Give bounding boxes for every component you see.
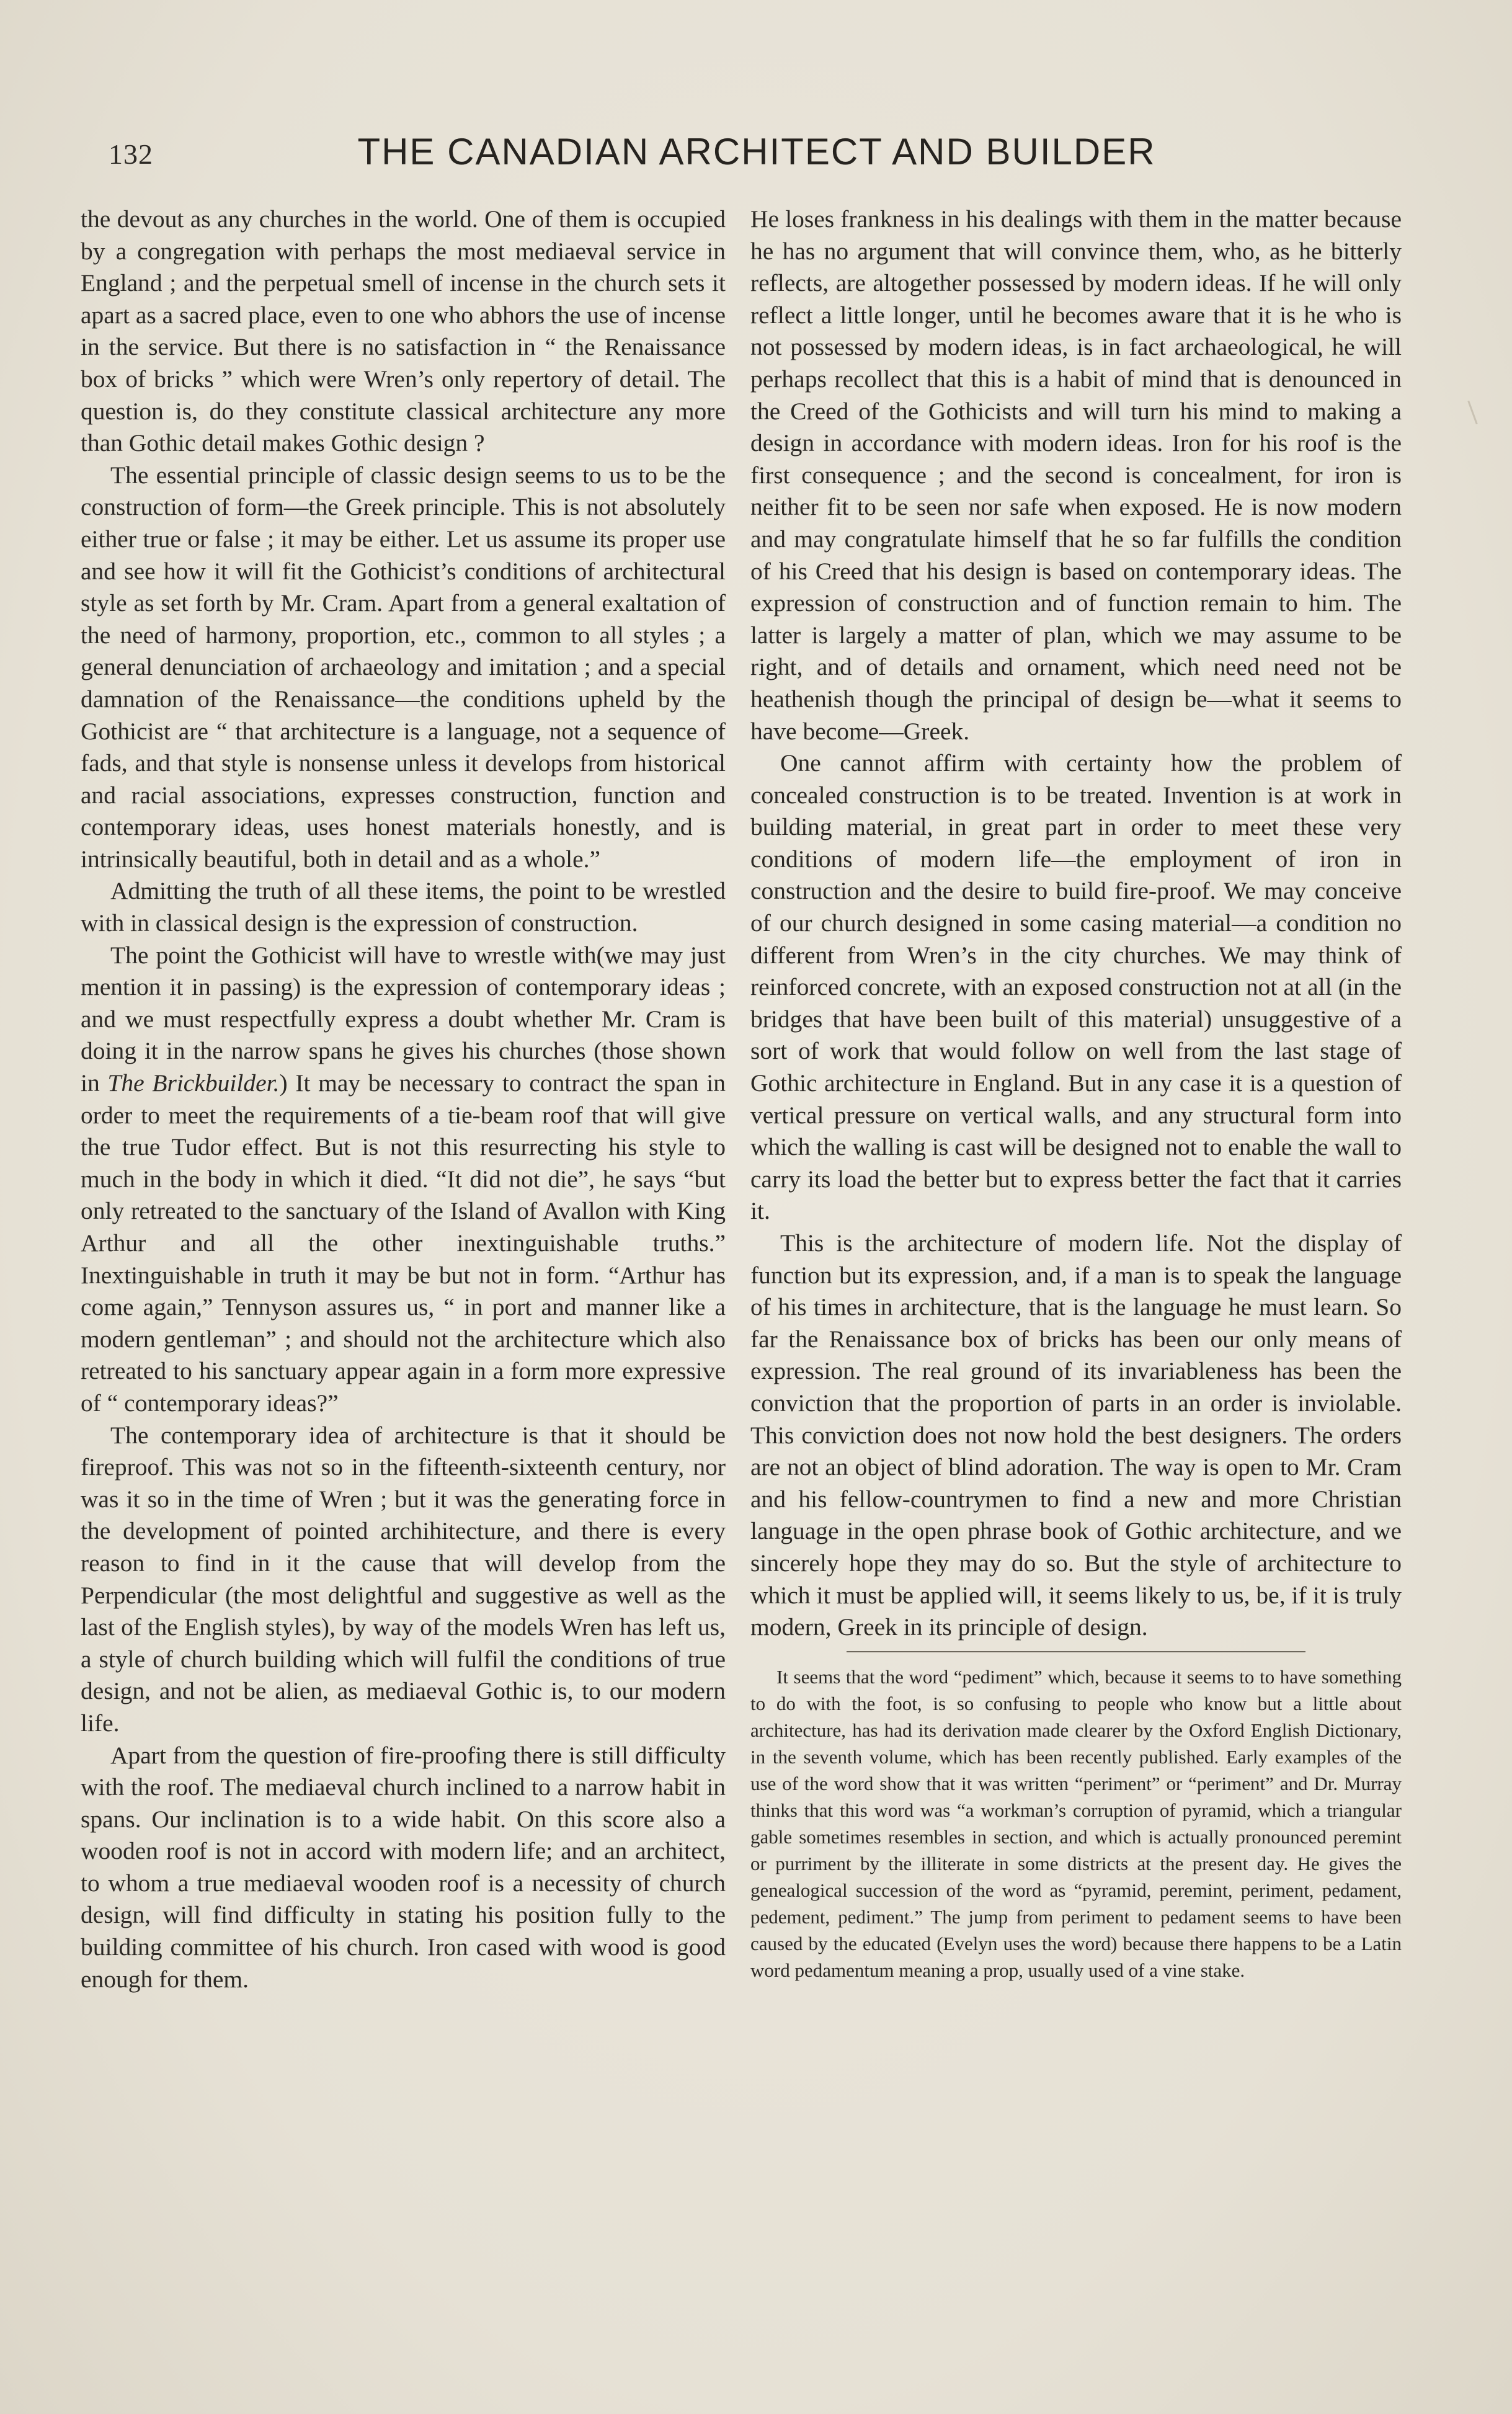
paragraph: This is the architecture of modern life. Not the display of function but its expression, and, if a man is to speak the language of his times in architecture, that is the language he must learn. So far the Renaissance box of bricks has been our only means of expression. The real ground of its invariableness has been the conviction that the proportion of parts in an order is inviolable. This conviction does not now hold the best designers. The orders are not an object of blind adoration. The way is open to Mr. Cram and his fellow-countrymen to find a new and more Christian language in the open phrase book of Gothic architecture, and we sincerely hope they may do so. But the style of architecture to which it must be applied will, it seems likely to us, be, if it is truly modern, Greek in its principle of design. — [750, 1229, 1402, 1641]
paragraph: Apart from the question of fire-proofing there is still difficulty with the roof. The mediaeval church inclined to a narrow habit in spans. Our inclination is to a wide habit. On this score also a wooden roof is not in accord with modern life; and an architect, to whom a true mediaeval wooden roof is a necessity of church design, will find difficulty in stating his position fully to the building committee of his church. Iron cased with wood is good enough for them. — [81, 1741, 726, 1993]
right-column — [750, 203, 1402, 1984]
left-column — [81, 203, 726, 1995]
paragraph: He loses frankness in his dealings with them in the matter because he has no argument that will convince them, who, as he bitterly reflects, are altogether possessed by modern ideas. If he will only reflect a little longer, until he becomes aware that it is he who is not possessed by modern ideas, is in fact archaeological, he will perhaps recollect that this is a habit of mind that is denounced in the Creed of the Gothicists and will turn his mind to making a design in accordance with modern ideas. Iron for his roof is the first consequence ; and the second is concealment, for iron is neither fit to be seen nor safe when exposed. He is now modern and may congratulate himself that he so far fulfills the condition of his Creed that his design is based on contemporary ideas. The expression of construction and of function remain to him. The latter is largely a matter of plan, which we may assume to be right, and of details and ornament, which need need not be heathenish though the principal of design be—what it seems to have become—Greek. — [750, 205, 1402, 745]
page-header — [81, 130, 1433, 198]
paper-mark — [1467, 401, 1478, 425]
paragraph-text: The point the Gothicist will have to wrestle with(we may just mention it in passing) is the expression of contemporary ideas ; and we must respectfully express a doubt whether Mr. Cram is doing it in the narrow spans he gives his churches (those shown in — [81, 941, 726, 1097]
paragraph: Admitting the truth of all these items, the point to be wrestled with in classical design is the expression of construction. — [81, 877, 726, 937]
paragraph — [81, 940, 726, 1420]
running-title: THE CANADIAN ARCHITECT AND BUILDER — [357, 131, 1156, 172]
footnote: It seems that the word “pediment” which, because it seems to to have something to do with the foot, is so confusing to people who know but a little about architecture, has had its derivation made clearer by the Oxford English Dictionary, in the seventh volume, which has been recently published. Early examples of the use of the word show that it was written “periment” or “periment” and Dr. Murray thinks that this word was “a workman’s corruption of pyramid, which a triangular gable sometimes resembles in section, and which is actually pronounced peremint or purriment by the illiterate in some districts at the present day. He gives the genealogical succession of the word as “pyramid, peremint, periment, pedament, pedement, pediment.” The jump from periment to pedament seems to have been caused by the educated (Evelyn uses the word) because there happens to be a Latin word pedamentum meaning a prop, usually used of a vine stake. — [750, 1665, 1402, 1981]
paragraph: the devout as any churches in the world. One of them is occupied by a congregation with perhaps the most mediaeval service in England ; and the perpetual smell of incense in the church sets it apart as a sacred place, even to one who abhors the use of incense in the service. But there is no satisfaction in “ the Renaissance box of bricks ” which were Wren’s only repertory of detail. The question is, do they constitute classical architecture any more than Gothic detail makes Gothic design ? — [81, 205, 726, 457]
publication-title: The Brickbuilder. — [107, 1069, 280, 1097]
page-number: 132 — [109, 138, 153, 170]
paragraph: The contemporary idea of architecture is that it should be fireproof. This was not so in the fifteenth-sixteenth century, nor was it so in the time of Wren ; but it was the generating force in the development of pointed archihitecture, and there is every reason to find in it the cause that will develop from the Perpendicular (the most delightful and suggestive as well as the last of the English styles), by way of the models Wren has left us, a style of church building which will fulfil the conditions of true design, and not be alien, as mediaeval Gothic is, to our modern life. — [81, 1421, 726, 1737]
footnote-divider — [847, 1651, 1305, 1652]
paragraph-text: ) It may be necessary to contract the span in order to meet the requirements of a tie-beam roof that will give the true Tudor effect. But is not this resurrecting his style to much in the body in which it died. “It did not die”, he says “but only retreated to the sanctuary of the Island of Avallon with King Arthur and all the other inextinguishable truths.” Inextinguishable in truth it may be but not in form. “Arthur has come again,” Tennyson assures us, “ in port and manner like a modern gentleman” ; and should not the architecture which also retreated to his sanctuary appear again in a form more expressive of “ contemporary ideas?” — [81, 1069, 726, 1417]
paragraph: One cannot affirm with certainty how the problem of concealed construction is to be treated. Invention is at work in building material, in great part in order to meet these very conditions of modern life—the employment of iron in construction and the desire to build fire-proof. We may conceive of our church designed in some casing material—a condition no different from Wren’s in the city churches. We may think of reinforced concrete, with an exposed construction not at all (in the bridges that have been built of this material) unsuggestive of a sort of work that would follow on well from the last stage of Gothic architecture in England. But in any case it is a question of vertical pressure on vertical walls, and any structural form into which the walling is cast will be designed not to enable the wall to carry its load the better but to express better the fact that it carries it. — [750, 749, 1402, 1225]
paragraph: The essential principle of classic design seems to us to be the construction of form—the Greek principle. This is not absolutely either true or false ; it may be either. Let us assume its proper use and see how it will fit the Gothicist’s conditions of architectural style as set forth by Mr. Cram. Apart from a general exaltation of the need of harmony, proportion, etc., common to all styles ; a general denunciation of archaeology and imitation ; and a special damnation of the Renaissance—the conditions upheld by the Gothicist are “ that architecture is a language, not a sequence of fads, and that style is nonsense unless it develops from historical and racial associations, expresses construction, function and contemporary ideas, uses honest materials honestly, and is intrinsically beautiful, both in detail and as a whole.” — [81, 461, 726, 873]
